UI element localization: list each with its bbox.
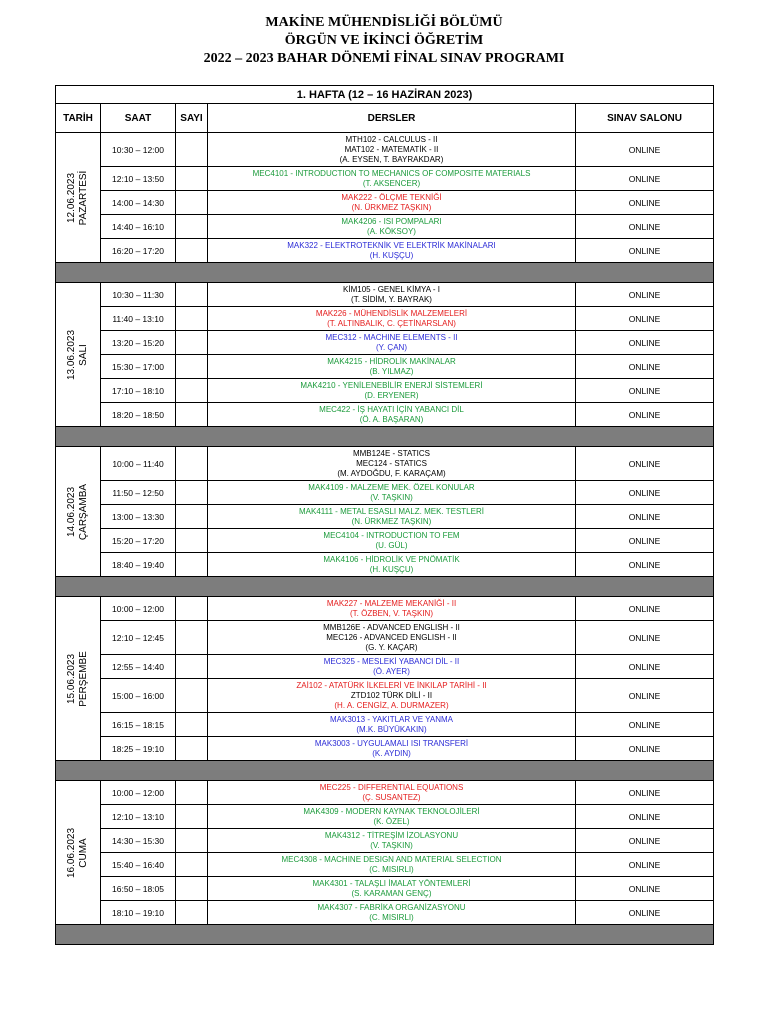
- exam-row: [56, 679, 714, 713]
- separator-bar: [56, 263, 714, 283]
- exam-count: [176, 679, 208, 713]
- course-line: MEC4101 - INTRODUCTION TO MECHANICS OF COMPOSITE MATERIALS: [252, 168, 531, 178]
- course-line: (Ö. AYER): [373, 666, 410, 676]
- exam-time: 12:10 – 13:50: [101, 167, 176, 191]
- exam-time: 12:10 – 12:45: [101, 621, 176, 655]
- exam-count: [176, 133, 208, 167]
- col-header-salon: SINAV SALONU: [576, 104, 714, 133]
- exam-course: [208, 481, 576, 505]
- course-line: MAK4312 - TİTREŞİM İZOLASYONU: [324, 830, 459, 840]
- exam-salon: ONLINE: [576, 283, 714, 307]
- exam-row: [56, 379, 714, 403]
- exam-time: 18:10 – 19:10: [101, 901, 176, 925]
- course-line: MEC325 - MESLEKİ YABANCI DİL - II: [323, 656, 460, 666]
- exam-row: [56, 403, 714, 427]
- exam-count: [176, 505, 208, 529]
- course-line: MAT102 - MATEMATİK - II: [344, 144, 439, 154]
- exam-row: [56, 553, 714, 577]
- exam-salon: ONLINE: [576, 737, 714, 761]
- exam-row: [56, 505, 714, 529]
- exam-course: [208, 853, 576, 877]
- exam-row: [56, 307, 714, 331]
- course-line: (U. GÜL): [375, 540, 408, 550]
- exam-count: [176, 737, 208, 761]
- exam-time: 16:20 – 17:20: [101, 239, 176, 263]
- day-name: PERŞEMBE: [78, 650, 89, 707]
- exam-course: [208, 331, 576, 355]
- exam-time: 13:20 – 15:20: [101, 331, 176, 355]
- course-line: MEC312 - MACHINE ELEMENTS - II: [325, 332, 458, 342]
- exam-row: [56, 355, 714, 379]
- course-line: MAK4210 - YENİLENEBİLİR ENERJİ SİSTEMLERİ: [300, 380, 483, 390]
- exam-salon: ONLINE: [576, 679, 714, 713]
- course-line: (N. ÜRKMEZ TAŞKIN): [351, 202, 432, 212]
- exam-salon: ONLINE: [576, 553, 714, 577]
- exam-count: [176, 529, 208, 553]
- exam-course: [208, 239, 576, 263]
- course-line: MAK4206 - ISI POMPALARI: [341, 216, 442, 226]
- exam-row: [56, 191, 714, 215]
- exam-course: [208, 781, 576, 805]
- course-line: MAK3003 - UYGULAMALI ISI TRANSFERİ: [314, 738, 469, 748]
- course-line: MEC225 - DIFFERENTIAL EQUATIONS: [319, 782, 464, 792]
- separator-bar: [56, 577, 714, 597]
- course-line: MAK227 - MALZEME MEKANİĞİ - II: [326, 598, 457, 608]
- exam-row: [56, 877, 714, 901]
- exam-course: [208, 655, 576, 679]
- course-line: MEC4104 - INTRODUCTION TO FEM: [323, 530, 460, 540]
- day-name: PAZARTESİ: [78, 170, 89, 225]
- course-line: MAK4301 - TALAŞLI İMALAT YÖNTEMLERİ: [312, 878, 471, 888]
- exam-salon: ONLINE: [576, 805, 714, 829]
- separator-bar: [56, 761, 714, 781]
- course-line: (V. TAŞKIN): [370, 840, 413, 850]
- exam-time: 14:30 – 15:30: [101, 829, 176, 853]
- exam-salon: ONLINE: [576, 403, 714, 427]
- exam-time: 15:00 – 16:00: [101, 679, 176, 713]
- course-line: MAK226 - MÜHENDİSLİK MALZEMELERİ: [315, 308, 468, 318]
- exam-count: [176, 597, 208, 621]
- exam-row: [56, 597, 714, 621]
- exam-salon: ONLINE: [576, 379, 714, 403]
- exam-row: [56, 133, 714, 167]
- exam-course: [208, 307, 576, 331]
- exam-salon: ONLINE: [576, 829, 714, 853]
- course-line: MAK222 - ÖLÇME TEKNİĞİ: [341, 192, 442, 202]
- exam-row: [56, 239, 714, 263]
- exam-salon: ONLINE: [576, 597, 714, 621]
- exam-salon: ONLINE: [576, 713, 714, 737]
- day-separator: [56, 925, 714, 945]
- header-line-3: 2022 – 2023 BAHAR DÖNEMİ FİNAL SINAV PROGRAMI: [203, 51, 565, 66]
- exam-time: 17:10 – 18:10: [101, 379, 176, 403]
- day-date-cell: [56, 781, 101, 925]
- day-date: 16.06.2023: [66, 827, 77, 878]
- exam-schedule-table: [55, 85, 714, 945]
- course-line: (T. SİDİM, Y. BAYRAK): [351, 294, 432, 304]
- exam-count: [176, 781, 208, 805]
- course-line: (C. MISIRLI): [369, 912, 414, 922]
- separator-bar: [56, 925, 714, 945]
- exam-time: 16:50 – 18:05: [101, 877, 176, 901]
- course-line: (T. ALTINBALIK, C. ÇETİNARSLAN): [327, 318, 456, 328]
- exam-count: [176, 805, 208, 829]
- course-line: MAK3013 - YAKITLAR VE YANMA: [329, 714, 453, 724]
- exam-count: [176, 283, 208, 307]
- course-line: (T. AKSENCER): [362, 178, 421, 188]
- exam-salon: ONLINE: [576, 505, 714, 529]
- exam-row: [56, 737, 714, 761]
- exam-time: 12:10 – 13:10: [101, 805, 176, 829]
- exam-count: [176, 167, 208, 191]
- exam-salon: ONLINE: [576, 167, 714, 191]
- exam-salon: ONLINE: [576, 781, 714, 805]
- day-separator: [56, 761, 714, 781]
- week-title: 1. HAFTA (12 – 16 HAZİRAN 2023): [56, 86, 714, 104]
- exam-salon: ONLINE: [576, 853, 714, 877]
- exam-course: [208, 379, 576, 403]
- course-line: MEC4308 - MACHINE DESIGN AND MATERIAL SELECTION: [281, 854, 502, 864]
- exam-time: 18:40 – 19:40: [101, 553, 176, 577]
- course-line: (M.K. BÜYÜKAKIN): [356, 724, 427, 734]
- day-name: CUMA: [78, 837, 89, 868]
- exam-count: [176, 331, 208, 355]
- exam-course: [208, 403, 576, 427]
- day-label: [66, 827, 90, 877]
- exam-salon: ONLINE: [576, 191, 714, 215]
- course-line: MAK4106 - HİDROLİK VE PNÖMATİK: [323, 554, 460, 564]
- exam-time: 15:20 – 17:20: [101, 529, 176, 553]
- exam-course: [208, 621, 576, 655]
- day-label: [66, 329, 90, 379]
- course-line: MAK4215 - HİDROLİK MAKİNALAR: [327, 356, 456, 366]
- day-label: [66, 170, 90, 225]
- course-line: (S. KARAMAN GENÇ): [351, 888, 432, 898]
- exam-course: [208, 829, 576, 853]
- exam-row: [56, 167, 714, 191]
- exam-course: [208, 215, 576, 239]
- exam-course: [208, 191, 576, 215]
- day-date: 12.06.2023: [66, 172, 77, 223]
- exam-salon: ONLINE: [576, 239, 714, 263]
- exam-row: [56, 713, 714, 737]
- day-date: 15.06.2023: [66, 653, 77, 704]
- exam-course: [208, 167, 576, 191]
- exam-salon: ONLINE: [576, 133, 714, 167]
- day-separator: [56, 263, 714, 283]
- course-line: MEC422 - İŞ HAYATI İÇİN YABANCI DİL: [319, 404, 464, 414]
- day-label: [66, 483, 90, 539]
- exam-time: 14:40 – 16:10: [101, 215, 176, 239]
- course-line: (G. Y. KAÇAR): [365, 642, 418, 652]
- col-header-tarih: TARİH: [56, 104, 101, 133]
- course-line: (A. EYSEN, T. BAYRAKDAR): [339, 154, 444, 164]
- exam-time: 16:15 – 18:15: [101, 713, 176, 737]
- exam-row: [56, 829, 714, 853]
- exam-row: [56, 331, 714, 355]
- course-line: MMB124E - STATICS: [352, 448, 431, 458]
- course-line: (A. KÖKSOY): [367, 226, 416, 236]
- exam-count: [176, 307, 208, 331]
- exam-count: [176, 481, 208, 505]
- exam-row: [56, 805, 714, 829]
- exam-course: [208, 133, 576, 167]
- exam-course: [208, 679, 576, 713]
- exam-salon: ONLINE: [576, 447, 714, 481]
- day-separator: [56, 427, 714, 447]
- exam-salon: ONLINE: [576, 901, 714, 925]
- exam-time: 10:00 – 12:00: [101, 597, 176, 621]
- course-line: (H. KUŞÇU): [369, 250, 414, 260]
- exam-time: 12:55 – 14:40: [101, 655, 176, 679]
- exam-row: [56, 621, 714, 655]
- exam-count: [176, 877, 208, 901]
- exam-row: [56, 781, 714, 805]
- course-line: MTH102 - CALCULUS - II: [345, 134, 438, 144]
- exam-row: [56, 481, 714, 505]
- exam-time: 18:20 – 18:50: [101, 403, 176, 427]
- day-date: 14.06.2023: [66, 486, 77, 537]
- day-name: SALI: [78, 343, 89, 366]
- exam-course: [208, 447, 576, 481]
- exam-time: 11:40 – 13:10: [101, 307, 176, 331]
- course-line: (H. KUŞÇU): [369, 564, 414, 574]
- exam-time: 11:50 – 12:50: [101, 481, 176, 505]
- course-line: ZTD102 TÜRK DİLİ - II: [350, 690, 433, 700]
- exam-time: 14:00 – 14:30: [101, 191, 176, 215]
- exam-course: [208, 805, 576, 829]
- course-line: MAK322 - ELEKTROTEKNİK VE ELEKTRİK MAKİNALARI: [287, 240, 496, 250]
- exam-salon: ONLINE: [576, 529, 714, 553]
- exam-salon: ONLINE: [576, 481, 714, 505]
- course-line: ZAİ102 - ATATÜRK İLKELERİ VE İNKILAP TARİHİ - II: [296, 680, 487, 690]
- day-date-cell: [56, 133, 101, 263]
- course-line: (D. ERYENER): [364, 390, 419, 400]
- col-header-dersler: DERSLER: [208, 104, 576, 133]
- course-line: (V. TAŞKIN): [370, 492, 413, 502]
- exam-count: [176, 553, 208, 577]
- exam-course: [208, 713, 576, 737]
- exam-count: [176, 403, 208, 427]
- exam-salon: ONLINE: [576, 215, 714, 239]
- course-line: (Ç. SUSANTEZ): [362, 792, 421, 802]
- exam-salon: ONLINE: [576, 331, 714, 355]
- exam-salon: ONLINE: [576, 877, 714, 901]
- exam-count: [176, 853, 208, 877]
- exam-time: 10:00 – 11:40: [101, 447, 176, 481]
- exam-course: [208, 901, 576, 925]
- exam-row: [56, 529, 714, 553]
- course-line: MAK4109 - MALZEME MEK. ÖZEL KONULAR: [308, 482, 475, 492]
- course-line: MAK4309 - MODERN KAYNAK TEKNOLOJİLERİ: [303, 806, 480, 816]
- day-date-cell: [56, 283, 101, 427]
- exam-row: [56, 447, 714, 481]
- schedule-body: [56, 133, 714, 945]
- exam-course: [208, 597, 576, 621]
- course-line: (Y. ÇAN): [376, 342, 407, 352]
- header-line-1: MAKİNE MÜHENDİSLİĞİ BÖLÜMÜ: [265, 15, 503, 30]
- day-date-cell: [56, 597, 101, 761]
- exam-count: [176, 191, 208, 215]
- exam-time: 10:30 – 11:30: [101, 283, 176, 307]
- exam-row: [56, 283, 714, 307]
- exam-count: [176, 901, 208, 925]
- exam-time: 13:00 – 13:30: [101, 505, 176, 529]
- exam-course: [208, 355, 576, 379]
- course-line: (B. YILMAZ): [369, 366, 414, 376]
- exam-count: [176, 655, 208, 679]
- course-line: (K. AYDIN): [372, 748, 411, 758]
- exam-count: [176, 447, 208, 481]
- exam-count: [176, 379, 208, 403]
- course-line: (C. MISIRLI): [369, 864, 414, 874]
- exam-count: [176, 239, 208, 263]
- course-line: MAK4111 - METAL ESASLI MALZ. MEK. TESTLERİ: [299, 506, 484, 516]
- course-line: MMB126E - ADVANCED ENGLISH - II: [323, 622, 460, 632]
- course-line: MEC126 - ADVANCED ENGLISH - II: [326, 632, 457, 642]
- exam-course: [208, 877, 576, 901]
- exam-time: 15:40 – 16:40: [101, 853, 176, 877]
- course-line: (H. A. CENGİZ, A. DURMAZER): [334, 700, 449, 710]
- day-name: ÇARŞAMBA: [78, 483, 89, 540]
- exam-time: 10:00 – 12:00: [101, 781, 176, 805]
- exam-course: [208, 737, 576, 761]
- exam-count: [176, 713, 208, 737]
- exam-course: [208, 553, 576, 577]
- exam-salon: ONLINE: [576, 655, 714, 679]
- course-line: KİM105 - GENEL KİMYA - I: [343, 284, 440, 294]
- exam-row: [56, 901, 714, 925]
- exam-count: [176, 355, 208, 379]
- course-line: MEC124 - STATICS: [356, 458, 427, 468]
- exam-count: [176, 621, 208, 655]
- exam-salon: ONLINE: [576, 355, 714, 379]
- course-line: (K. ÖZEL): [373, 816, 410, 826]
- col-header-saat: SAAT: [101, 104, 176, 133]
- exam-course: [208, 283, 576, 307]
- day-label: [66, 651, 90, 707]
- exam-row: [56, 655, 714, 679]
- col-header-sayi: SAYI: [176, 104, 208, 133]
- header-line-2: ÖRGÜN VE İKİNCİ ÖĞRETİM: [284, 33, 484, 48]
- course-line: (Ö. A. BAŞARAN): [359, 414, 424, 424]
- exam-count: [176, 215, 208, 239]
- course-line: MAK4307 - FABRİKA ORGANİZASYONU: [317, 902, 466, 912]
- day-date-cell: [56, 447, 101, 577]
- exam-row: [56, 215, 714, 239]
- exam-time: 10:30 – 12:00: [101, 133, 176, 167]
- course-line: (N. ÜRKMEZ TAŞKIN): [351, 516, 432, 526]
- day-separator: [56, 577, 714, 597]
- separator-bar: [56, 427, 714, 447]
- exam-count: [176, 829, 208, 853]
- exam-time: 15:30 – 17:00: [101, 355, 176, 379]
- exam-course: [208, 529, 576, 553]
- exam-salon: ONLINE: [576, 621, 714, 655]
- exam-course: [208, 505, 576, 529]
- day-date: 13.06.2023: [66, 329, 77, 380]
- course-line: (M. AYDOĞDU, F. KARAÇAM): [337, 468, 446, 478]
- exam-row: [56, 853, 714, 877]
- course-line: (T. ÖZBEN, V. TAŞKIN): [350, 608, 433, 618]
- exam-time: 18:25 – 19:10: [101, 737, 176, 761]
- exam-salon: ONLINE: [576, 307, 714, 331]
